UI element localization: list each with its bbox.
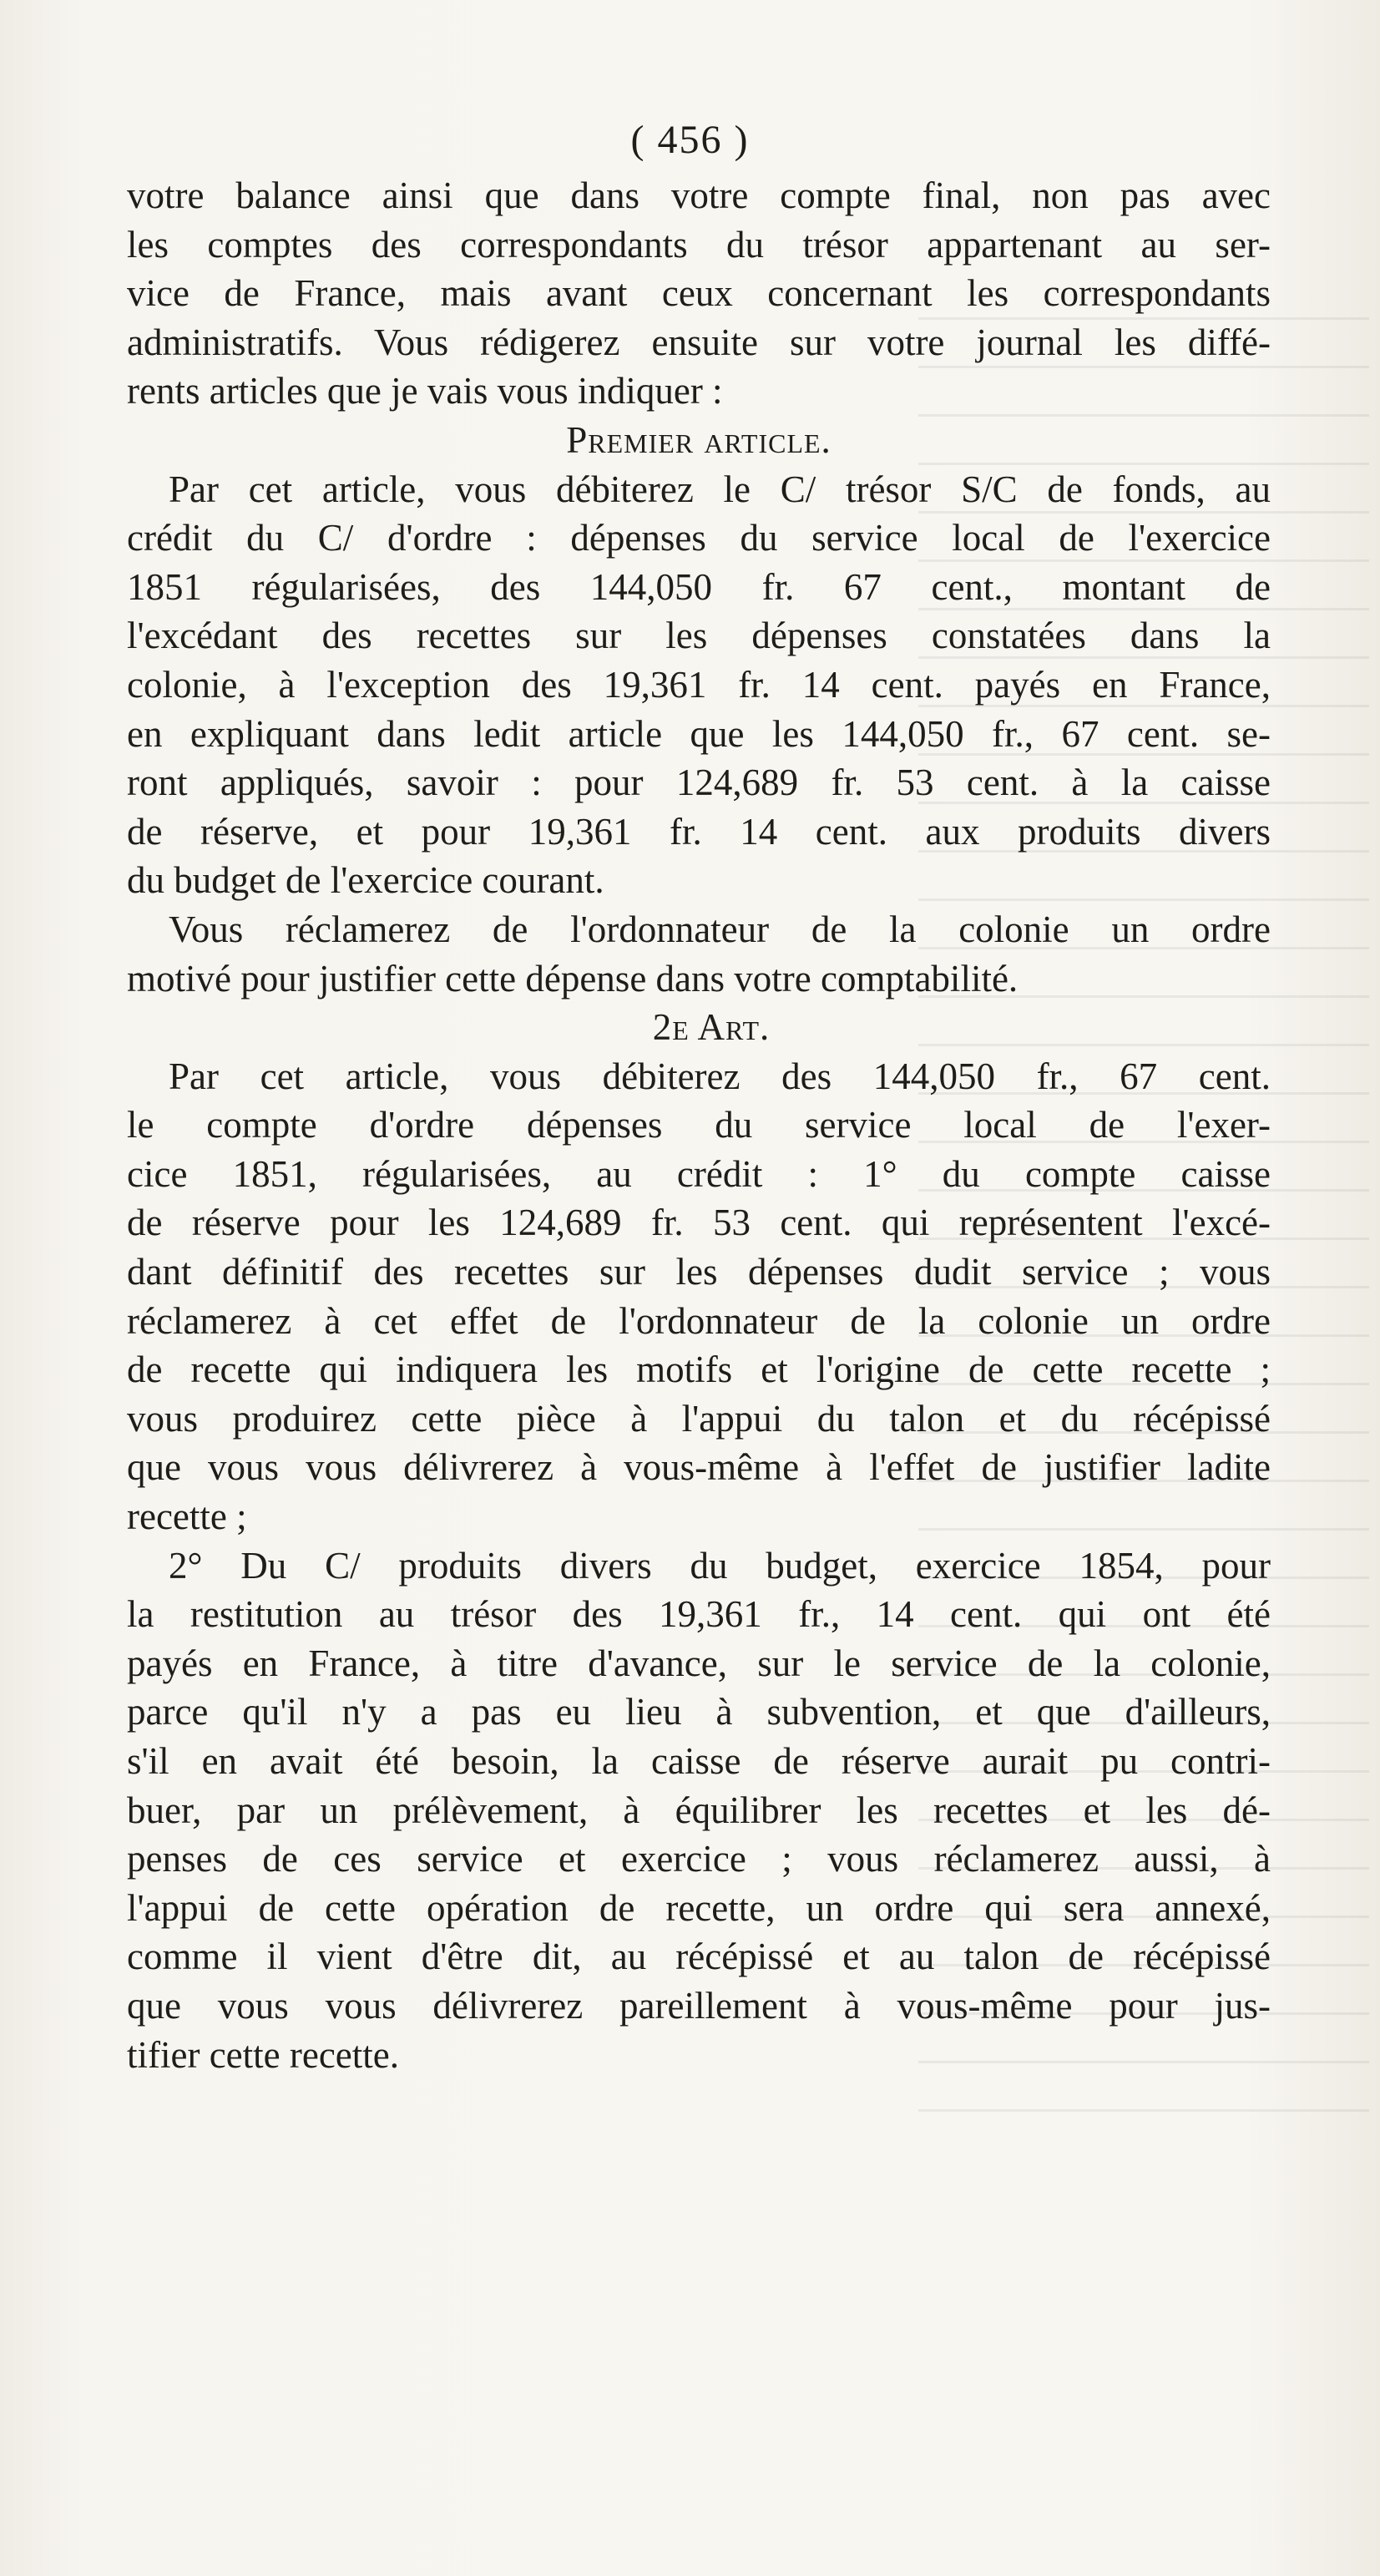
text-line: l'excédant des recettes sur les dépenses constatées dans la (127, 615, 1271, 657)
text-line: recette ; (127, 1495, 247, 1538)
text-line: colonie, à l'exception des 19,361 fr. 14 cent. payés en France, (127, 663, 1271, 706)
text-line: 1851 régularisées, des 144,050 fr. 67 cent., montant de (127, 565, 1271, 608)
text-line: motivé pour justifier cette dépense dans votre comptabilité. (127, 957, 1019, 1000)
page-number: ( 456 ) (630, 118, 750, 162)
text-line: dant définitif des recettes sur les dépenses dudit service ; vous (127, 1251, 1271, 1293)
text-line: vice de France, mais avant ceux concernant les correspondants (127, 272, 1271, 315)
text-line: parce qu'il n'y a pas eu lieu à subvention, et que d'ailleurs, (127, 1691, 1271, 1733)
text-line: penses de ces service et exercice ; vous réclamerez aussi, à (127, 1838, 1271, 1880)
text-line: Vous réclamerez de l'ordonnateur de la colonie un ordre (169, 908, 1271, 950)
text-line: crédit du C/ d'ordre : dépenses du service local de l'exercice (127, 517, 1271, 559)
text-line: le compte d'ordre dépenses du service local de l'exer- (127, 1104, 1271, 1146)
text-line: l'appui de cette opération de recette, un ordre qui sera annexé, (127, 1886, 1271, 1929)
section-heading-label: 2e Art. (652, 1006, 771, 1049)
text-line: vous produirez cette pièce à l'appui du talon et du récépissé (127, 1397, 1271, 1440)
section-heading (127, 1003, 1271, 1052)
text-line: de réserve pour les 124,689 fr. 53 cent. qui représentent l'excé- (127, 1202, 1271, 1244)
section-heading (127, 416, 1271, 465)
text-line: rents articles que je vais vous indiquer : (127, 370, 723, 412)
text-line: du budget de l'exercice courant. (127, 859, 604, 902)
text-line: Par cet article, vous débiterez des 144,050 fr., 67 cent. (169, 1055, 1271, 1097)
text-line: 2° Du C/ produits divers du budget, exercice 1854, pour (169, 1544, 1271, 1587)
text-line: buer, par un prélèvement, à équilibrer les recettes et les dé- (127, 1789, 1271, 1831)
text-line: de recette qui indiquera les motifs et l'origine de cette recette ; (127, 1349, 1271, 1391)
text-line: Par cet article, vous débiterez le C/ trésor S/C de fonds, au (169, 468, 1271, 510)
text-line: cice 1851, régularisées, au crédit : 1° du compte caisse (127, 1152, 1271, 1195)
section-heading-label: Premier article. (566, 418, 832, 461)
text-line: tifier cette recette. (127, 2033, 400, 2076)
body-text (127, 171, 1271, 2079)
text-line: de réserve, et pour 19,361 fr. 14 cent. aux produits divers (127, 810, 1271, 853)
text-line: que vous vous délivrerez à vous-même à l'effet de justifier ladite (127, 1446, 1271, 1489)
text-line: ront appliqués, savoir : pour 124,689 fr. 53 cent. à la caisse (127, 762, 1271, 804)
text-line: comme il vient d'être dit, au récépissé et au talon de récépissé (127, 1936, 1271, 1978)
text-line: votre balance ainsi que dans votre compte final, non pas avec (127, 175, 1271, 216)
text-line: en expliquant dans ledit article que les 144,050 fr., 67 cent. se- (127, 712, 1271, 755)
text-line: payés en France, à titre d'avance, sur le service de la colonie, (127, 1642, 1271, 1684)
text-line: la restitution au trésor des 19,361 fr., 14 cent. qui ont été (127, 1593, 1271, 1636)
text-line: que vous vous délivrerez pareillement à vous-même pour jus- (127, 1984, 1271, 2027)
text-line: administratifs. Vous rédigerez ensuite sur votre journal les diffé- (127, 321, 1271, 363)
text-line: réclamerez à cet effet de l'ordonnateur de la colonie un ordre (127, 1299, 1271, 1342)
text-line: s'il en avait été besoin, la caisse de réserve aurait pu contri- (127, 1740, 1271, 1782)
text-line: les comptes des correspondants du trésor appartenant au ser- (127, 223, 1271, 266)
